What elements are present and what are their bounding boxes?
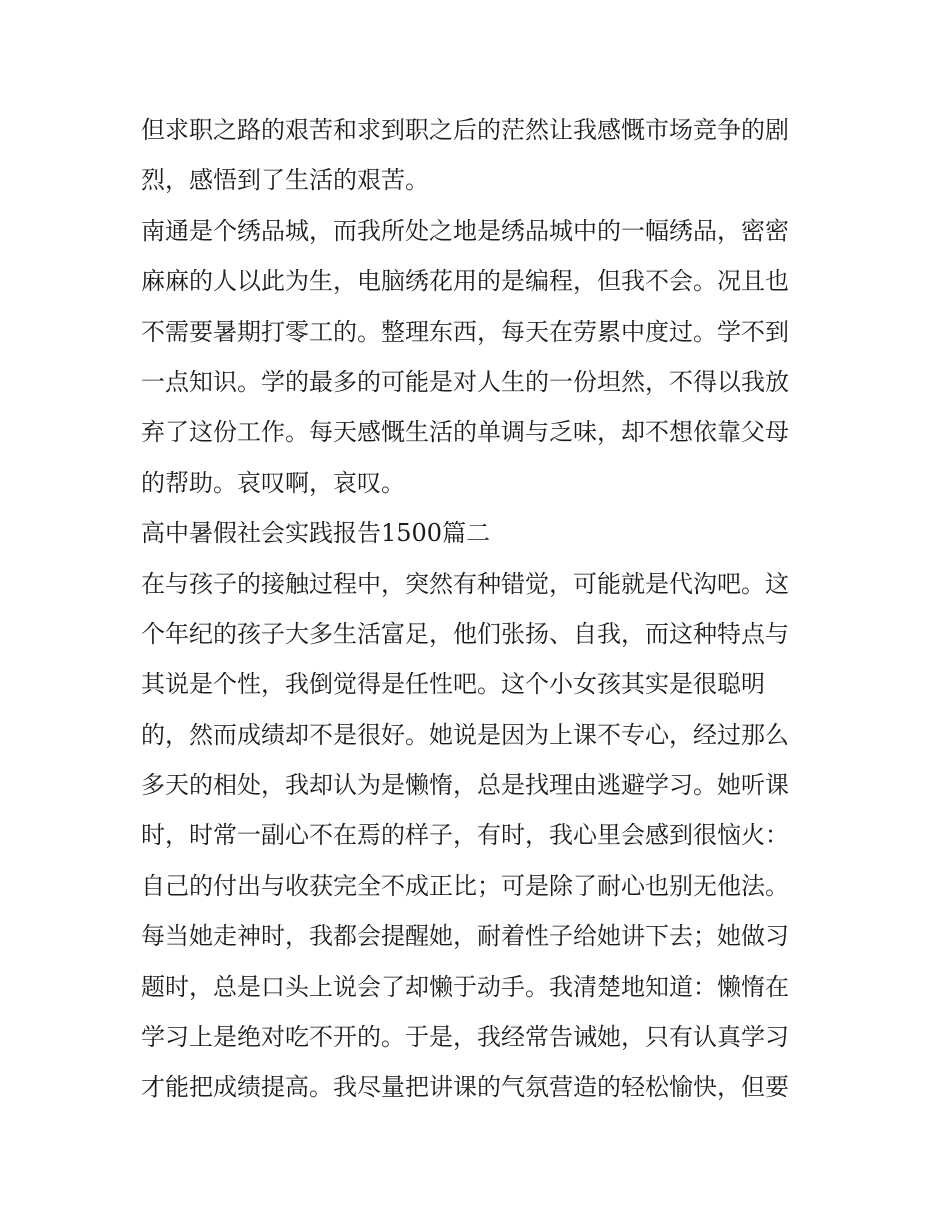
text-line-10: 在与孩子的接触过程中，突然有种错觉，可能就是代沟吧。这: [141, 569, 789, 598]
text-line-14: 多天的相处，我却认为是懒惰，总是找理由逃避学习。她听课: [141, 771, 789, 800]
document-body: [141, 105, 821, 1113]
text-line-6: 一点知识。学的最多的可能是对人生的一份坦然，不得以我放: [141, 367, 789, 396]
text-line-19: 学习上是绝对吃不开的。于是，我经常告诫她，只有认真学习: [141, 1023, 789, 1052]
section-heading: 高中暑假社会实践报告1500篇二: [141, 519, 491, 548]
text-line-15: 时，时常一副心不在焉的样子，有时，我心里会感到很恼火：: [141, 821, 789, 850]
text-line-16: 自己的付出与收获完全不成正比；可是除了耐心也别无他法。: [141, 871, 789, 900]
text-line-20: 才能把成绩提高。我尽量把讲课的气氛营造的轻松愉快，但要: [141, 1073, 789, 1102]
text-line-7: 弃了这份工作。每天感慨生活的单调与乏味，却不想依靠父母: [141, 418, 789, 447]
text-line-3: 南通是个绣品城，而我所处之地是绣品城中的一幅绣品，密密: [141, 216, 789, 245]
text-line-1: 但求职之路的艰苦和求到职之后的茫然让我感慨市场竞争的剧: [141, 116, 789, 144]
text-line-17: 每当她走神时，我都会提醒她，耐着性子给她讲下去；她做习: [141, 922, 789, 951]
text-line-18: 题时，总是口头上说会了却懒于动手。我清楚地知道：懒惰在: [141, 972, 789, 1001]
text-line-8: 的帮助。哀叹啊，哀叹。: [141, 468, 405, 497]
text-line-2: 烈，感悟到了生活的艰苦。: [141, 166, 429, 195]
text-line-11: 个年纪的孩子大多生活富足，他们张扬、自我，而这种特点与: [141, 619, 789, 648]
text-line-12: 其说是个性，我倒觉得是任性吧。这个小女孩其实是很聪明: [141, 670, 765, 699]
text-line-5: 不需要暑期打零工的。整理东西，每天在劳累中度过。学不到: [141, 317, 789, 346]
text-line-4: 麻麻的人以此为生，电脑绣花用的是编程，但我不会。况且也: [141, 267, 789, 296]
text-line-13: 的，然而成绩却不是很好。她说是因为上课不专心，经过那么: [141, 720, 789, 749]
